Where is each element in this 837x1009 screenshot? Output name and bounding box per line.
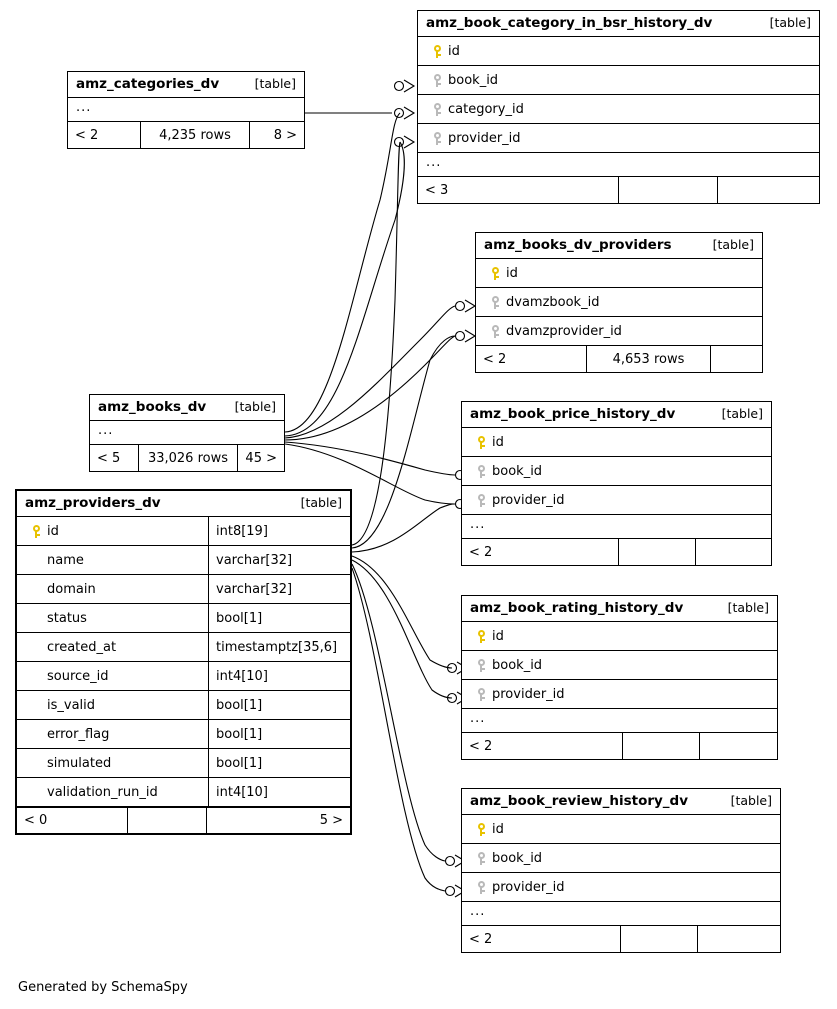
incoming-relations-count[interactable]: < 2 <box>483 351 507 367</box>
column-name: book_id <box>448 72 499 88</box>
table-footer <box>90 445 284 471</box>
foreign-key-icon <box>484 325 506 338</box>
outgoing-relations-count[interactable]: 5 > <box>319 813 343 828</box>
table-header <box>17 491 350 517</box>
row-count <box>618 177 718 203</box>
table-title: amz_book_rating_history_dv <box>470 600 684 616</box>
column-cell <box>476 295 762 310</box>
table-title: amz_providers_dv <box>25 495 161 511</box>
outgoing-relations-count[interactable] <box>711 346 762 372</box>
table-type-tag: [table] <box>712 237 754 252</box>
column-name: id <box>506 265 518 281</box>
row-count: 4,653 rows <box>586 346 711 372</box>
column-name: error_flag <box>47 726 110 742</box>
outgoing-relations-count[interactable] <box>696 539 771 565</box>
table-title: amz_book_category_in_bsr_history_dv <box>426 15 713 31</box>
table-footer <box>17 807 350 833</box>
incoming-relations-count[interactable]: < 5 <box>97 450 121 466</box>
table-row <box>17 691 350 720</box>
more-columns-indicator: ... <box>462 709 777 733</box>
column-type: bool[1] <box>208 720 350 748</box>
foreign-key-icon <box>470 688 492 701</box>
column-cell <box>17 640 208 655</box>
outgoing-relations-count[interactable] <box>718 177 819 203</box>
table-amz-providers-dv[interactable] <box>15 489 352 835</box>
table-footer <box>462 539 771 565</box>
column-name: id <box>448 43 460 59</box>
column-name: is_valid <box>47 697 96 713</box>
incoming-relations-count[interactable]: < 2 <box>75 127 99 143</box>
column-name: id <box>47 523 59 539</box>
foreign-key-icon <box>426 132 448 145</box>
row-count: 33,026 rows <box>138 445 238 471</box>
table-header <box>462 789 780 815</box>
column-cell <box>418 131 819 146</box>
table-footer <box>418 177 819 203</box>
table-footer <box>462 733 777 759</box>
table-amz-book-rating-history-dv[interactable] <box>461 595 778 760</box>
table-row <box>17 604 350 633</box>
column-cell <box>17 698 208 713</box>
more-columns-indicator: ... <box>90 421 284 445</box>
column-cell <box>462 435 771 450</box>
table-row <box>418 124 819 153</box>
table-row <box>462 651 777 680</box>
table-row <box>476 288 762 317</box>
foreign-key-icon <box>426 74 448 87</box>
table-title: amz_books_dv_providers <box>484 237 672 253</box>
column-name: name <box>47 552 84 568</box>
incoming-relations-count[interactable]: < 0 <box>24 813 48 828</box>
foreign-key-icon <box>470 881 492 894</box>
table-row <box>17 749 350 778</box>
foreign-key-icon <box>484 296 506 309</box>
column-type: int4[10] <box>208 662 350 690</box>
table-amz-books-dv-providers[interactable] <box>475 232 763 373</box>
column-cell <box>462 687 777 702</box>
table-type-tag: [table] <box>300 495 342 510</box>
primary-key-icon <box>25 525 47 538</box>
more-columns-indicator: ... <box>68 98 304 122</box>
table-type-tag: [table] <box>234 399 276 414</box>
table-type-tag: [table] <box>254 76 296 91</box>
column-type: int8[19] <box>208 517 350 545</box>
column-name: validation_run_id <box>47 784 158 800</box>
generated-by-note: Generated by SchemaSpy <box>18 980 188 995</box>
table-header <box>476 233 762 259</box>
row-count <box>127 808 207 833</box>
column-name: provider_id <box>492 492 565 508</box>
table-title: amz_categories_dv <box>76 76 220 92</box>
foreign-key-icon <box>470 465 492 478</box>
primary-key-icon <box>470 436 492 449</box>
column-name: source_id <box>47 668 109 684</box>
primary-key-icon <box>426 45 448 58</box>
row-count <box>618 539 696 565</box>
table-row <box>17 575 350 604</box>
column-cell <box>462 464 771 479</box>
column-name: provider_id <box>492 686 565 702</box>
table-row <box>17 720 350 749</box>
column-cell <box>462 880 780 895</box>
table-row <box>17 546 350 575</box>
column-cell <box>17 669 208 684</box>
column-name: created_at <box>47 639 117 655</box>
column-cell <box>462 822 780 837</box>
column-cell <box>17 553 208 568</box>
table-row <box>418 95 819 124</box>
table-type-tag: [table] <box>727 600 769 615</box>
more-columns-indicator: ... <box>418 153 819 177</box>
outgoing-relations-count[interactable]: 45 > <box>245 450 277 466</box>
column-name: category_id <box>448 101 524 117</box>
table-row <box>462 873 780 902</box>
column-name: book_id <box>492 657 543 673</box>
table-row <box>418 37 819 66</box>
column-cell <box>17 727 208 742</box>
table-row <box>462 815 780 844</box>
row-count: 4,235 rows <box>140 122 250 148</box>
column-cell <box>418 44 819 59</box>
table-row <box>462 428 771 457</box>
outgoing-relations-count[interactable] <box>698 926 780 952</box>
column-cell <box>17 582 208 597</box>
table-title: amz_book_price_history_dv <box>470 406 676 422</box>
table-header <box>68 72 304 98</box>
table-footer <box>476 346 762 372</box>
table-title: amz_books_dv <box>98 399 207 415</box>
table-row <box>17 517 350 546</box>
column-cell <box>462 493 771 508</box>
table-footer <box>68 122 304 148</box>
table-row <box>418 66 819 95</box>
column-name: book_id <box>492 850 543 866</box>
primary-key-icon <box>484 267 506 280</box>
foreign-key-icon <box>470 852 492 865</box>
table-row <box>476 259 762 288</box>
primary-key-icon <box>470 823 492 836</box>
primary-key-icon <box>470 630 492 643</box>
column-cell <box>17 611 208 626</box>
column-type: bool[1] <box>208 691 350 719</box>
column-name: status <box>47 610 87 626</box>
table-row <box>476 317 762 346</box>
table-row <box>17 662 350 691</box>
column-name: provider_id <box>492 879 565 895</box>
table-amz-book-price-history-dv[interactable] <box>461 401 772 566</box>
table-row <box>462 844 780 873</box>
table-header <box>462 402 771 428</box>
outgoing-relations-count[interactable] <box>700 733 777 759</box>
table-row <box>17 633 350 662</box>
table-row <box>462 622 777 651</box>
column-cell <box>476 324 762 339</box>
column-name: book_id <box>492 463 543 479</box>
row-count <box>622 733 700 759</box>
table-row <box>17 778 350 807</box>
table-type-tag: [table] <box>730 793 772 808</box>
column-type: varchar[32] <box>208 546 350 574</box>
table-amz-book-review-history-dv[interactable] <box>461 788 781 953</box>
column-cell <box>17 785 208 800</box>
column-name: dvamzbook_id <box>506 294 600 310</box>
column-type: timestamptz[35,6] <box>208 633 350 661</box>
incoming-relations-count[interactable]: < 2 <box>469 738 493 754</box>
more-columns-indicator: ... <box>462 902 780 926</box>
column-name: dvamzprovider_id <box>506 323 622 339</box>
foreign-key-icon <box>426 103 448 116</box>
table-type-tag: [table] <box>769 15 811 30</box>
column-cell <box>17 524 208 539</box>
column-cell <box>418 102 819 117</box>
incoming-relations-count[interactable]: < 2 <box>469 931 493 947</box>
table-footer <box>462 926 780 952</box>
table-row <box>462 457 771 486</box>
incoming-relations-count[interactable]: < 2 <box>469 544 493 560</box>
row-count <box>620 926 698 952</box>
column-name: id <box>492 628 504 644</box>
column-name: simulated <box>47 755 112 771</box>
table-row <box>462 486 771 515</box>
column-name: id <box>492 821 504 837</box>
incoming-relations-count[interactable]: < 3 <box>425 182 449 198</box>
table-amz-books-dv[interactable] <box>89 394 285 472</box>
column-cell <box>418 73 819 88</box>
table-type-tag: [table] <box>721 406 763 421</box>
table-amz-categories-dv[interactable] <box>67 71 305 149</box>
table-title: amz_book_review_history_dv <box>470 793 689 809</box>
column-cell <box>17 756 208 771</box>
column-cell <box>476 266 762 281</box>
column-cell <box>462 851 780 866</box>
column-type: int4[10] <box>208 778 350 806</box>
column-cell <box>462 658 777 673</box>
column-cell <box>462 629 777 644</box>
table-amz-book-category-in-bsr-history-dv[interactable] <box>417 10 820 204</box>
table-row <box>462 680 777 709</box>
column-name: domain <box>47 581 96 597</box>
foreign-key-icon <box>470 659 492 672</box>
column-type: bool[1] <box>208 749 350 777</box>
foreign-key-icon <box>470 494 492 507</box>
column-type: varchar[32] <box>208 575 350 603</box>
column-name: id <box>492 434 504 450</box>
column-name: provider_id <box>448 130 521 146</box>
table-header <box>418 11 819 37</box>
more-columns-indicator: ... <box>462 515 771 539</box>
column-type: bool[1] <box>208 604 350 632</box>
outgoing-relations-count[interactable]: 8 > <box>273 127 297 143</box>
table-header <box>462 596 777 622</box>
table-header <box>90 395 284 421</box>
